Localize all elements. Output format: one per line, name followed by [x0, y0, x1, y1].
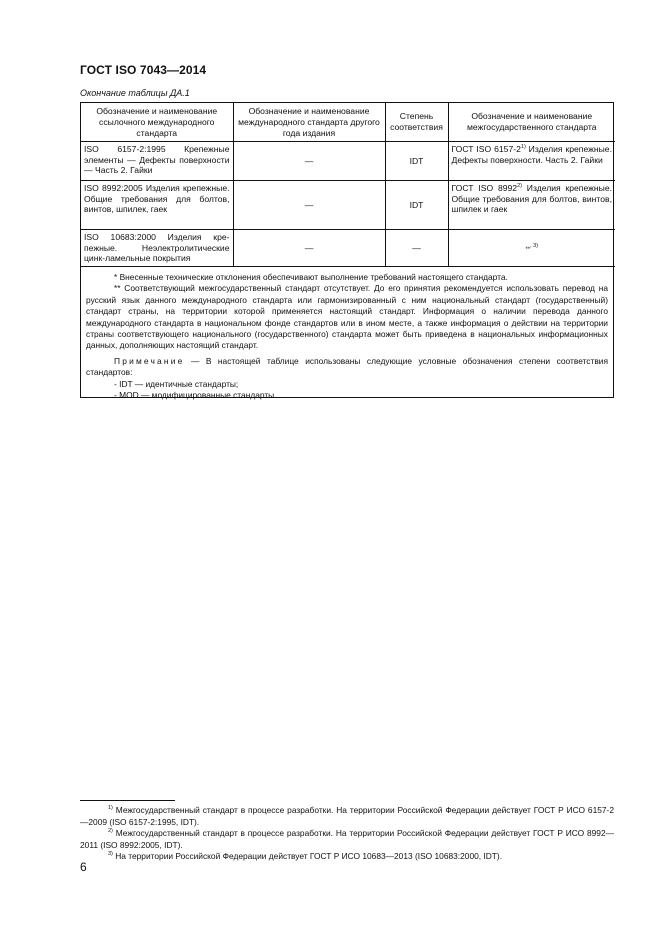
- standards-table: [81, 103, 615, 267]
- cell-other: —: [233, 181, 385, 230]
- note-mod: - MOD — модифицированные стандарты.: [114, 390, 277, 401]
- table-row: [81, 181, 615, 230]
- note-idt: - IDT — идентичные стандарты;: [114, 378, 239, 389]
- table-row: [81, 230, 615, 267]
- cell-intl: ISO 8992:2005 Изделия крепежные. Общие требования для болтов, винтов, шпилек, гаек: [81, 181, 233, 230]
- cell-national: [448, 230, 615, 267]
- note-text: — В настоящей таблице использованы следующие условные обозначения степени соответствия стандартов:: [86, 355, 608, 378]
- note-double-asterisk: ** Соответствующий межгосударственный стандарт отсутствует. До его принятия рекомендуется использовать перевод на русский язык данного международного стандарта или гармонизированный с ним национальный стандарт (государственный) стандарт страны, на территории которой применяется настоящий стандарт. Информация о наличии перевода данного международного стандарта в национальном фонде стандартов или в ином месте, а также информация о действии на территории страны соответствующего национального (государственного) стандарта может быть приведена в национальных информационных данных, дополняющих настоящий стандарт.: [86, 283, 608, 351]
- document-header: ГОСТ ISO 7043—2014: [80, 63, 207, 77]
- cell-other: —: [233, 230, 385, 267]
- footnote-mark: 2): [108, 828, 113, 835]
- cell-intl: ISO 6157-2:1995 Крепежные элементы — Дефекты поверхности — Часть 2. Гайки: [81, 142, 233, 181]
- national-code: **: [525, 246, 531, 253]
- note-primechanie: [86, 356, 608, 379]
- footnote-item: [80, 805, 614, 828]
- table-notes: [80, 268, 614, 401]
- cell-intl: ISO 10683:2000 Изделия крепежные. Неэлектролитические цинк-ламельные покрытия: [81, 230, 233, 267]
- footnote-separator: [80, 800, 175, 801]
- footnote-ref: 1): [520, 144, 526, 151]
- page-number: 6: [80, 860, 87, 874]
- footnote-mark: 1): [108, 805, 113, 812]
- col-header-intl: Обозначение и наименование ссылочного международного стандарта: [81, 103, 233, 142]
- footnote-mark: 3): [108, 851, 113, 858]
- footnote-item: [80, 828, 614, 851]
- footnote-text: На территории Российской Федерации действует ГОСТ Р ИСО 10683—2013 (ISO 10683:2000, IDT).: [112, 851, 503, 862]
- cell-national: [448, 142, 615, 181]
- national-title: Изделия крепежные. Общие требования для болтов, винтов, шпилек и гаек: [451, 183, 612, 214]
- footnote-text: Межгосударственный стандарт в процессе разработки. На территории Российской Федерации действует ГОСТ Р ИСО 6157-2—2009 (ISO 6157-2:1995, IDT).: [80, 805, 614, 827]
- col-header-other: Обозначение и наименование международного стандарта другого года издания: [233, 103, 385, 142]
- cell-other: —: [233, 142, 385, 181]
- note-asterisk: * Внесенные технические отклонения обеспечивают выполнение требований настоящего стандарта.: [114, 272, 508, 282]
- col-header-national: Обозначение и наименование межгосударственного стандарта: [448, 103, 615, 142]
- col-header-degree: Степень соответствия: [385, 103, 448, 142]
- cell-national: [448, 181, 615, 230]
- table-row: [81, 142, 615, 181]
- footnote-ref: 2): [517, 183, 522, 190]
- national-code: ГОСТ ISO 6157-2: [451, 144, 521, 154]
- cell-degree: IDT: [385, 181, 448, 230]
- table-header-row: [81, 103, 615, 142]
- footnote-item: [80, 851, 614, 863]
- footnote-ref: , 3): [530, 242, 539, 249]
- table-caption: Окончание таблицы ДА.1: [80, 88, 190, 98]
- national-code: ГОСТ ISO 8992: [451, 183, 518, 193]
- footnote-text: Межгосударственный стандарт в процессе разработки. На территории Российской Федерации действует ГОСТ Р ИСО 8992—2011 (ISO 8992:2005, IDT).: [80, 828, 614, 850]
- cell-degree: —: [385, 230, 448, 267]
- footnotes: [80, 805, 614, 863]
- note-label: Примечание: [114, 355, 185, 366]
- national-title: Изделия крепежные. Дефекты поверхности. Часть 2. Гайки: [451, 144, 612, 165]
- cell-degree: IDT: [385, 142, 448, 181]
